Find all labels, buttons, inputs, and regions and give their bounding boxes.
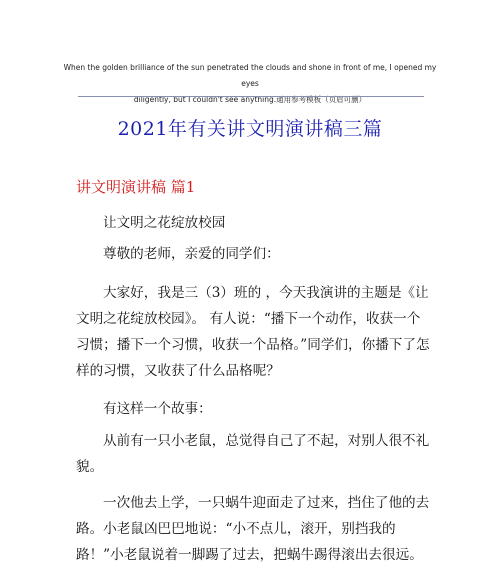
header-divider [78, 96, 424, 97]
section-heading: 讲文明演讲稿 篇1 [76, 178, 196, 196]
page-header [60, 60, 440, 108]
paragraph-story-1: 从前有一只小老鼠，总觉得自己了不起，对别人很不礼貌。 [76, 433, 430, 475]
header-line-1: When the golden brilliance of the sun penetrated the clouds and shone in front of me, I opened my eyes [63, 63, 437, 88]
paragraph-salutation: 尊敬的老师，亲爱的同学们： [103, 246, 280, 262]
document-title: 2021年有关讲文明演讲稿三篇 [117, 118, 383, 140]
paragraph-story-2: 一次他去上学，一只蜗牛迎面走了过来，挡住了他的去路。小老鼠凶巴巴地说：“小不点儿，滚开，别挡我的路！”小老鼠说着一脚踢了过去，把蜗牛踢得滚出去很远。 [76, 495, 430, 563]
paragraph-intro: 大家好，我是三（3）班的 ，今天我演讲的主题是《让文明之花绽放校园》。 有人说：“播下一个动作，收获一个习惯；播下一个习惯，收获一个品格。”同学们，你播下了怎样的习惯，又收获了什么品格呢？ [76, 285, 430, 379]
paragraph-subtitle: 让文明之花绽放校园 [103, 215, 226, 231]
paragraph-story-intro: 有这样一个故事： [103, 401, 212, 417]
header-line-2: diligently, but I couldn't see anything.通用参考模板（页眉可删） [133, 95, 367, 104]
